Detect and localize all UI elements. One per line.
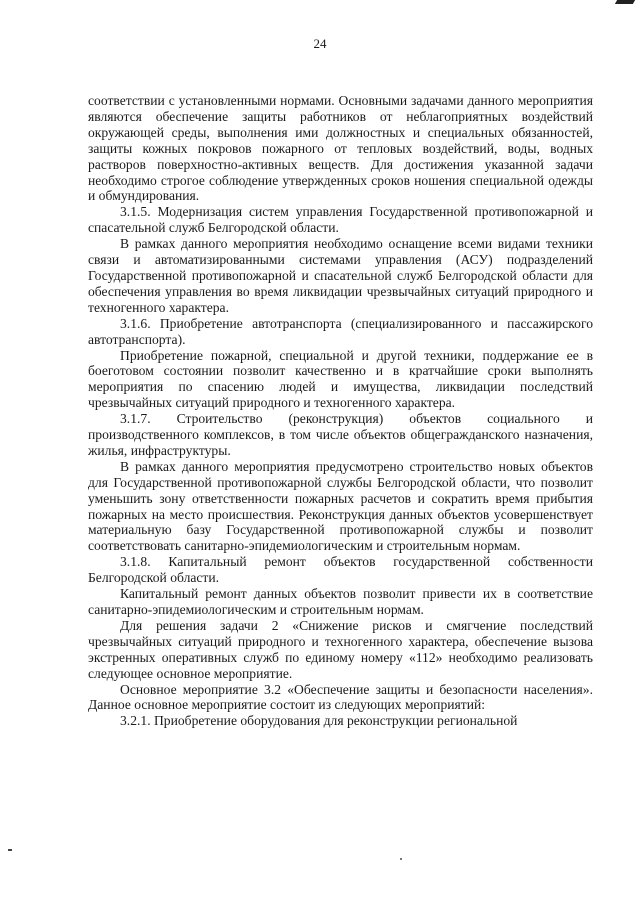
- paragraph: Для решения задачи 2 «Снижение рисков и смягчение последствий чрезвычайных ситуаций природного и техногенного характера, обеспечение вызова экстренных оперативных служб по единому номеру «112» необходимо реализовать следующее основное мероприятие.: [88, 617, 593, 681]
- section-heading-3-1-5: 3.1.5. Модернизация систем управления Государственной противопожарной и спасательной служб Белгородской области.: [88, 204, 593, 236]
- document-body: [88, 93, 593, 729]
- paragraph: соответствии с установленными нормами. Основными задачами данного мероприятия являются обеспечение защиты работников от неблагоприятных воздействий окружающей среды, выполнения ими должностных и специальных обязанностей, защиты кожных покровов пожарного от тепловых воздействий, воды, водных растворов поверхностно-активных веществ. Для достижения указанной задачи необходимо строгое соблюдение утвержденных сроков ношения специальной одежды и обмундирования.: [88, 93, 593, 204]
- section-heading-3-2-1: 3.2.1. Приобретение оборудования для реконструкции региональной: [120, 713, 518, 729]
- paragraph: Основное мероприятие 3.2 «Обеспечение защиты и безопасности населения». Данное основное мероприятие состоит из следующих мероприятий:: [88, 681, 593, 713]
- section-heading-3-1-6: 3.1.6. Приобретение автотранспорта (специализированного и пассажирского автотранспорта).: [88, 315, 593, 347]
- section-heading-3-1-7: 3.1.7. Строительство (реконструкция) объектов социального и производственного комплексов, в том числе объектов общегражданского назначения, жилья, инфраструктуры.: [88, 411, 593, 458]
- paragraph: Капитальный ремонт данных объектов позволит привести их в соответствие санитарно-эпидемиологическим и строительным нормам.: [88, 586, 593, 617]
- page-number: 24: [313, 36, 327, 51]
- scan-artifact-dot: [8, 849, 12, 851]
- scan-artifact-mark: [615, 0, 635, 4]
- paragraph: В рамках данного мероприятия предусмотрено строительство новых объектов для Государственной противопожарной службы Белгородской области, что позволит уменьшить зону ответственности пожарных расчетов и сократить время прибытия пожарных на место происшествия. Реконструкция данных объектов усовершенствует материальную базу Государственной противопожарной службы и позволит соответствовать санитарно-эпидемиологическим и строительным нормам.: [88, 458, 593, 554]
- paragraph: Приобретение пожарной, специальной и другой техники, поддержание ее в боеготовом состоянии позволит качественно и в кратчайшие сроки выполнять мероприятия по спасению людей и имущества, ликвидации последствий чрезвычайных ситуаций природного и техногенного характера.: [88, 347, 593, 411]
- scan-artifact-dot: [400, 858, 402, 860]
- paragraph: В рамках данного мероприятия необходимо оснащение всеми видами техники связи и автоматизированными системами управления (АСУ) подразделений Государственной противопожарной и спасательной служб Белгородской области для обеспечения управления во время ликвидации чрезвычайных ситуаций природного и техногенного характера.: [88, 236, 593, 315]
- section-heading-3-1-8: 3.1.8. Капитальный ремонт объектов государственной собственности Белгородской области.: [88, 554, 593, 586]
